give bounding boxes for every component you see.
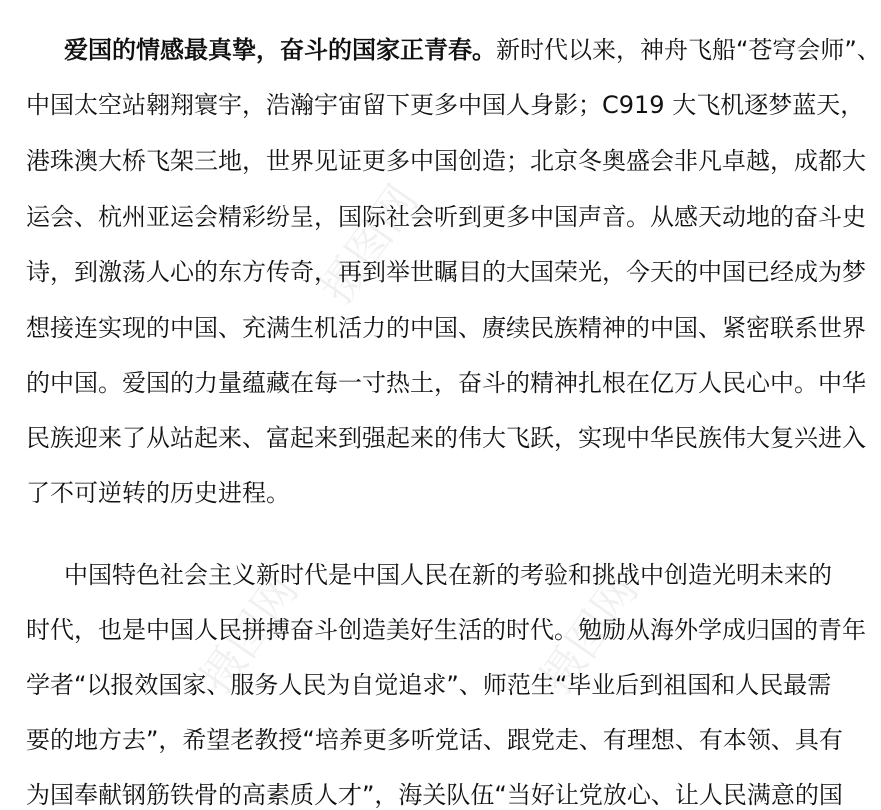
watermark: 摄图网 xyxy=(530,565,649,704)
paragraph-1-line-3: 港珠澳大桥飞架三地，世界见证更多中国创造；北京冬奥盛会非凡卓越，成都大 xyxy=(26,147,866,175)
paragraph-1-line-5: 诗，到激荡人心的东方传奇，再到举世瞩目的大国荣光，今天的中国已经成为梦 xyxy=(26,258,866,286)
paragraph-1-line-2: 中国太空站翱翔寰宇，浩瀚宇宙留下更多中国人身影；C919 大飞机逐梦蓝天， xyxy=(26,91,865,119)
line-text: 新时代以来，神舟飞船“苍穹会师”、 xyxy=(496,36,881,64)
paragraph-2-line-2: 时代，也是中国人民拼搏奋斗创造美好生活的时代。勉励从海外学成归国的青年 xyxy=(26,616,866,644)
paragraph-2-line-3: 学者“以报效国家、服务人民为自觉追求”、师范生“毕业后到祖国和人民最需 xyxy=(26,671,832,699)
paragraph-1-line-9: 了不可逆转的历史进程。 xyxy=(26,479,290,507)
paragraph-2-line-1: 中国特色社会主义新时代是中国人民在新的考验和挑战中创造光明未来的 xyxy=(64,561,832,589)
paragraph-1-line-1 xyxy=(64,35,881,65)
paragraph-1-line-8: 民族迎来了从站起来、富起来到强起来的伟大飞跃，实现中华民族伟大复兴进入 xyxy=(26,424,866,452)
watermark: 摄图网 xyxy=(190,565,309,704)
paragraph-2-line-4: 要的地方去”，希望老教授“培养更多听党话、跟党走、有理想、有本领、具有 xyxy=(26,726,843,754)
watermark: 摄图网 xyxy=(310,175,429,314)
paragraph-1-line-6: 想接连实现的中国、充满生机活力的中国、赓续民族精神的中国、紧密联系世界 xyxy=(26,314,866,342)
paragraph-2-line-5: 为国奉献钢筋铁骨的高素质人才”，海关队伍“当好让党放心、让人民满意的国 xyxy=(26,781,843,809)
paragraph-1-line-7: 的中国。爱国的力量蕴藏在每一寸热土，奋斗的精神扎根在亿万人民心中。中华 xyxy=(26,369,866,397)
paragraph-1-line-4: 运会、杭州亚运会精彩纷呈，国际社会听到更多中国声音。从感天动地的奋斗史 xyxy=(26,203,866,231)
bold-lead-sentence: 爱国的情感最真挚，奋斗的国家正青春。 xyxy=(64,36,496,64)
